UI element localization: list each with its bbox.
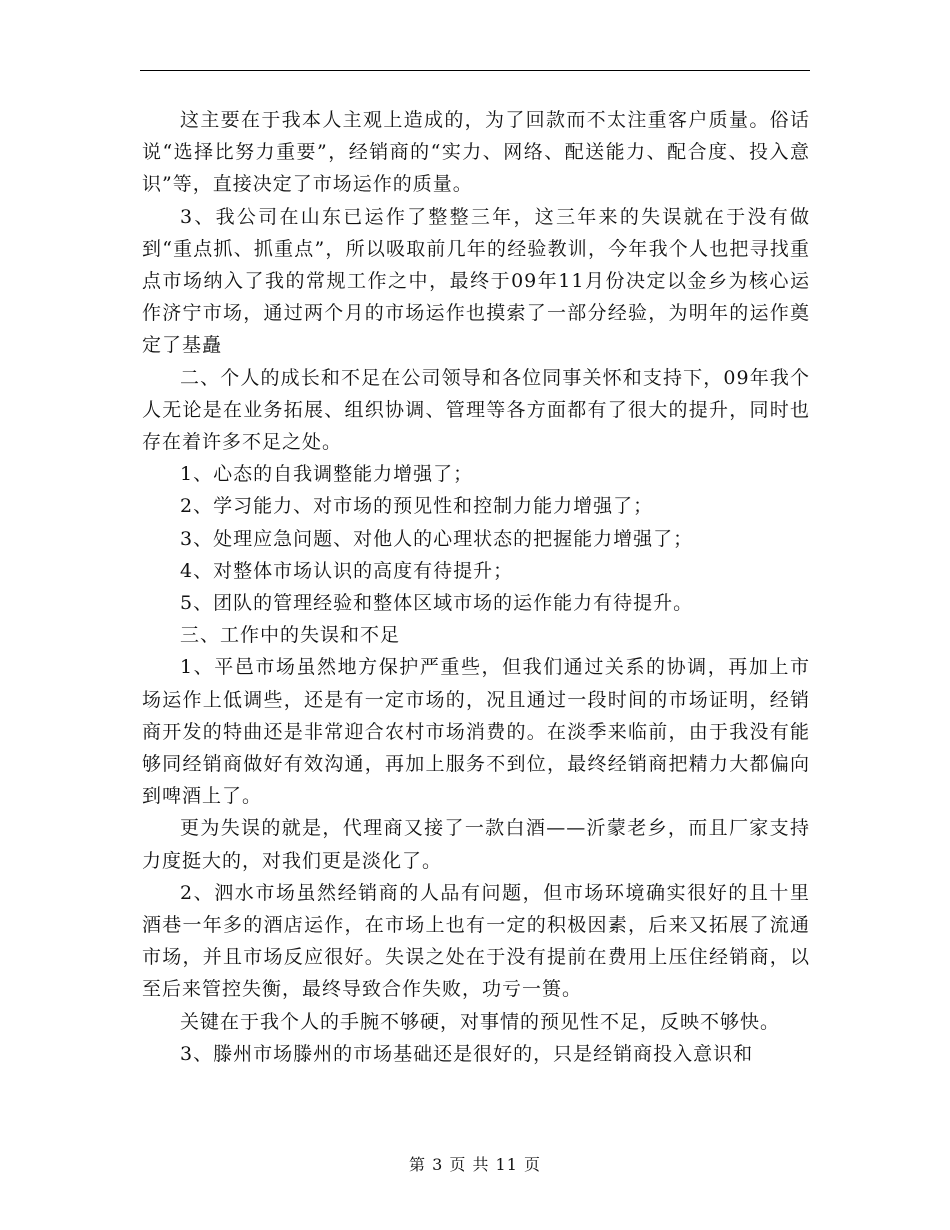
page-number-footer: 第 3 页 共 11 页 [409,1155,541,1174]
paragraph: 3、处理应急问题、对他人的心理状态的把握能力增强了； [180,527,694,550]
paragraph: 3、滕州市场滕州的市场基础还是很好的，只是经销商投入意识和 [180,1042,754,1065]
body-text [142,104,810,1070]
paragraph: 4、对整体市场认识的高度有待提升； [180,559,514,582]
paragraph: 5、团队的管理经验和整体区域市场的运作能力有待提升。 [180,592,694,615]
paragraph: 关键在于我个人的手腕不够硬，对事情的预见性不足，反映不够快。 [180,1010,781,1033]
paragraph: 1、心态的自我调整能力增强了； [180,463,474,486]
paragraph: 1、平邑市场虽然地方保护严重些，但我们通过关系的协调，再加上市场运作上低调些，还是有一定市场的，况且通过一段时间的市场证明，经销商开发的特曲还是非常迎合农村市场消费的。在淡季来临前，由于我没有能够同经销商做好有效沟通，再加上服务不到位，最终经销商把精力大都偏向到啤酒上了。 [142,656,810,808]
paragraph: 二、个人的成长和不足在公司领导和各位同事关怀和支持下，09年我个人无论是在业务拓展、组织协调、管理等各方面都有了很大的提升，同时也存在着许多不足之处。 [142,366,810,454]
paragraph: 3、我公司在山东已运作了整整三年，这三年来的失误就在于没有做到“重点抓、抓重点”，所以吸取前几年的经验教训，今年我个人也把寻找重点市场纳入了我的常规工作之中，最终于09年11月份决定以金乡为核心运作济宁市场，通过两个月的市场运作也摸索了一部分经验，为明年的运作奠定了基矗 [142,205,810,357]
paragraph: 这主要在于我本人主观上造成的，为了回款而不太注重客户质量。俗话说“选择比努力重要”，经销商的“实力、网络、配送能力、配合度、投入意识”等，直接决定了市场运作的质量。 [142,109,810,196]
paragraph: 2、学习能力、对市场的预见性和控制力能力增强了； [180,495,654,518]
paragraph: 2、泗水市场虽然经销商的人品有问题，但市场环境确实很好的且十里酒巷一年多的酒店运作，在市场上也有一定的积极因素，后来又拓展了流通市场，并且市场反应很好。失误之处在于没有提前在费用上压住经销商，以至后来管控失衡，最终导致合作失败，功亏一篑。 [142,881,810,1001]
header-rule [140,70,810,71]
paragraph: 更为失误的就是，代理商又接了一款白酒——沂蒙老乡，而且厂家支持力度挺大的，对我们更是淡化了。 [142,817,810,872]
section-heading: 三、工作中的失误和不足 [180,624,401,647]
